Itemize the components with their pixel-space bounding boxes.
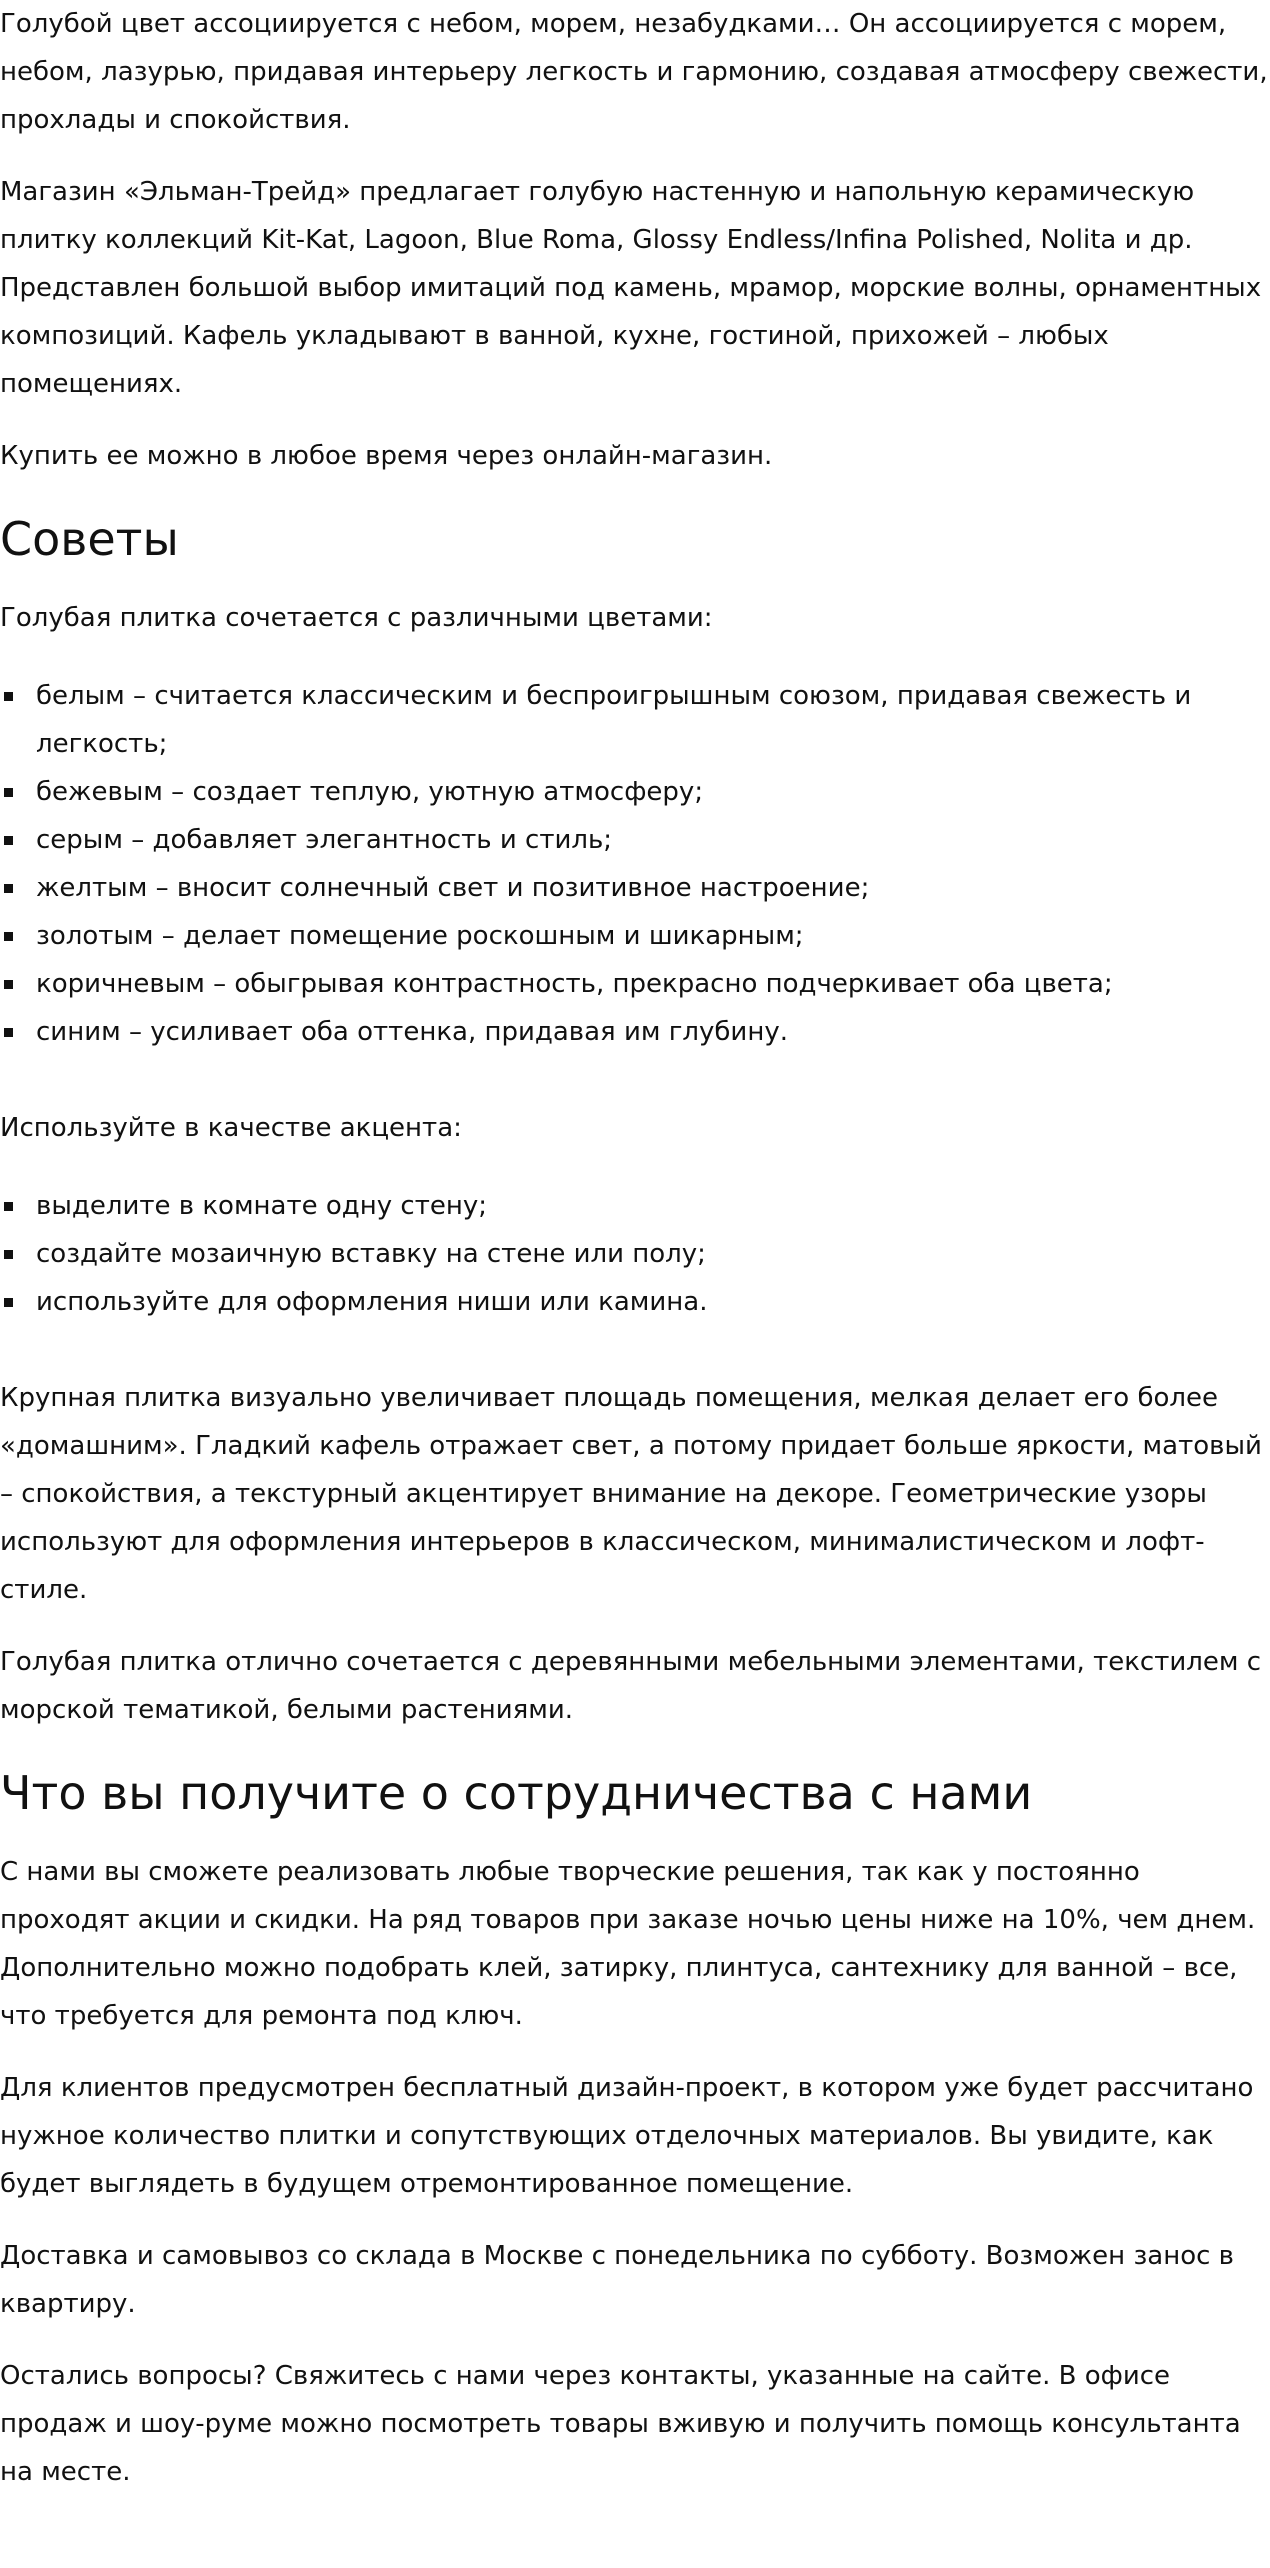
list-item: используйте для оформления ниши или камина. (0, 1278, 1270, 1326)
benefits-paragraph-3: Доставка и самовывоз со склада в Москве с понедельника по субботу. Возможен занос в квартиру. (0, 2241, 1234, 2319)
list-item: создайте мозаичную вставку на стене или полу; (0, 1230, 1270, 1278)
intro-paragraph-3: Купить ее можно в любое время через онлайн-магазин. (0, 441, 773, 471)
benefits-paragraph-2: Для клиентов предусмотрен бесплатный дизайн-проект, в котором уже будет рассчитано нужное количество плитки и сопутствующих отделочных материалов. Вы увидите, как будет выглядеть в будущем отремонтированное помещение. (0, 2073, 1254, 2199)
list-item: белым – считается классическим и беспроигрышным союзом, придавая свежесть и легкость; (0, 672, 1270, 768)
list-item: серым – добавляет элегантность и стиль; (0, 816, 1270, 864)
accent-intro: Используйте в качестве акцента: (0, 1113, 462, 1143)
list-item: выделите в комнате одну стену; (0, 1182, 1270, 1230)
benefits-heading: Что вы получите о сотрудничества с нами (0, 1766, 1033, 1820)
tile-combo-paragraph: Голубая плитка отлично сочетается с деревянными мебельными элементами, текстилем с морской тематикой, белыми растениями. (0, 1647, 1262, 1725)
colors-list (0, 672, 1270, 1056)
list-item: синим – усиливает оба оттенка, придавая им глубину. (0, 1008, 1270, 1056)
list-item: бежевым – создает теплую, уютную атмосферу; (0, 768, 1270, 816)
intro-paragraph-2: Магазин «Эльман-Трейд» предлагает голубую настенную и напольную керамическую плитку коллекций Kit-Kat, Lagoon, Blue Roma, Glossy Endless/Infina Polished, Nolita и др. Представлен большой выбор имитаций под камень, мрамор, морские волны, орнаментных композиций. Кафель укладывают в ванной, кухне, гостиной, прихожей – любых помещениях. (0, 177, 1262, 399)
list-item: коричневым – обыгрывая контрастность, прекрасно подчеркивает оба цвета; (0, 960, 1270, 1008)
accents-list (0, 1182, 1270, 1326)
benefits-paragraph-1: С нами вы сможете реализовать любые творческие решения, так как у постоянно проходят акции и скидки. На ряд товаров при заказе ночью цены ниже на 10%, чем днем. Дополнительно можно подобрать клей, затирку, плинтуса, сантехнику для ванной – все, что требуется для ремонта под ключ. (0, 1857, 1256, 2031)
list-item: золотым – делает помещение роскошным и шикарным; (0, 912, 1270, 960)
colors-intro: Голубая плитка сочетается с различными цветами: (0, 603, 713, 633)
list-item: желтым – вносит солнечный свет и позитивное настроение; (0, 864, 1270, 912)
tile-size-paragraph: Крупная плитка визуально увеличивает площадь помещения, мелкая делает его более «домашним». Гладкий кафель отражает свет, а потому придает больше яркости, матовый – спокойствия, а текстурный акцентирует внимание на декоре. Геометрические узоры используют для оформления интерьеров в классическом, минималистическом и лофт-стиле. (0, 1383, 1262, 1605)
tips-heading: Советы (0, 512, 179, 566)
benefits-paragraph-4: Остались вопросы? Свяжитесь с нами через контакты, указанные на сайте. В офисе продаж и шоу-руме можно посмотреть товары вживую и получить помощь консультанта на месте. (0, 2361, 1241, 2487)
intro-paragraph-1: Голубой цвет ассоциируется с небом, морем, незабудками… Он ассоциируется с морем, небом, лазурью, придавая интерьеру легкость и гармонию, создавая атмосферу свежести, прохлады и спокойствия. (0, 9, 1268, 135)
